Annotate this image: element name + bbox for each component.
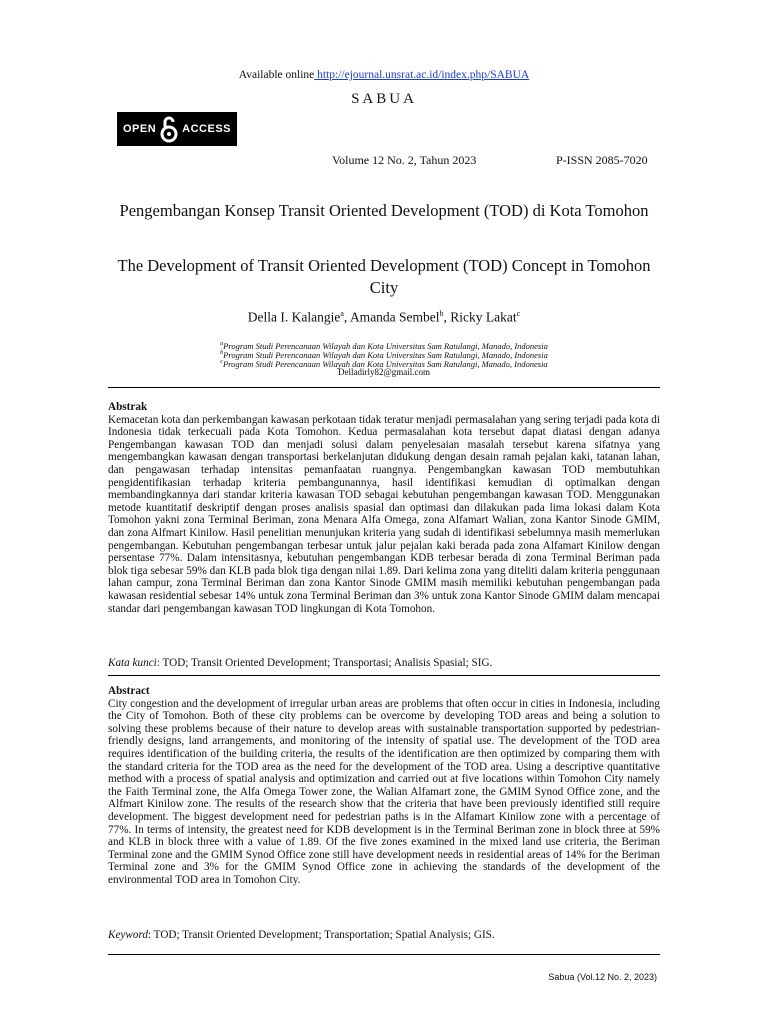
abstract-section	[108, 685, 660, 887]
abstrak-heading: Abstrak	[108, 401, 148, 413]
affiliation-text: Program Studi Perencanaan Wilayah dan Kota Universitas Sam Ratulangi, Manado, Indonesia	[222, 358, 548, 369]
author-sup: b	[439, 309, 444, 318]
available-online-label: Available online	[238, 69, 315, 81]
abstract-text: City congestion and the development of irregular urban areas are problems that often occur in cities in Indonesia, including the City of Tomohon. Both of these city problems can be overcome by developing TOD areas and being a solution to solving these problems because of their nature to develop areas with sustainable transportation supported by pedestrian-friendly designs, land arrangements, and monitoring of the intensity of spatial use. The development of the TOD area requires identification of the building criteria, the results of the identification are then optimized by comparing them with the standard criteria for the TOD area as the need for the development of the TOD area. Using a descriptive quantitative method with a process of spatial analysis and optimization and carried out at five locations within Tomohon City namely the Faith Terminal zone, the Alfa Omega Tower zone, the Walian Alfamart zone, the GMIM Synod Office zone, and the Alfmart Kinilow zone. The results of the research show that the criteria that have been previously identified still require development. The biggest development need for pedestrian paths is in the Alfamart Kinilow zone with a percentage of 77%. In terms of intensity, the greatest need for KDB development is in the Terminal Beriman zone in block three at 59% and KLB in block three with a value of 1.89. Of the five zones examined in the mixed land use criteria, the Beriman Terminal zone and the GMIM Synod Office zone still have development needs in residential areas of 14% for the Beriman Terminal zone and 3% for the GMIM Synod Office zone in achieving the standards of the development of the environmental TOD area in Tomohon City.	[108, 697, 660, 886]
title-indonesian: Pengembangan Konsep Transit Oriented Development (TOD) di Kota Tomohon	[119, 201, 649, 220]
abstrak-text: Kemacetan kota dan perkembangan kawasan perkotaan tidak teratur menjadi permasalahan yang sering terjadi pada kota di Indonesia tidak terkecuali pada Kota Tomohon. Kedua permasalahan kota tersebut dapat diatasi dengan adanya Pengembangan kawasan TOD dan menjadi solusi dalam penyelesaian masalah tersebut karena sifatnya yang mengembangkan kawasan dengan transportasi berkelanjutan didukung dengan desain ramah pejalan kaki, tatanan lahan, dan pengawasan terhadap intensitas pemanfaatan ruangnya. Pengembangkan kawasan TOD membutuhkan pengidentifikasian terhadap kriteria pembangunannya, hasil identifikasi kemudian di optimalkan dengan membandingkannya dari standar kriteria kawasan TOD sebagai kebutuhan pengembangan kawasan TOD. Menggunakan metode kuantitatif deskriptif dengan proses analisis spasial dan optimasi dan dilakukan pada lima lokasi dalam Kota Tomohon yakni zona Terminal Beriman, zona Menara Alfa Omega, zona Alfamart Walian, zona Kantor Sinode GMIM, dan zona Alfmart Kinilow. Hasil penelitian menunjukan kriteria yang sudah di identifikasi sebelumnya masih memerlukan pengembangan. Kebutuhan pengembangan terbesar untuk jalur pejalan kaki berada pada zona Alfamart Kinilow dengan persentase 77%. Dalam intensitasnya, kebutuhan pengembangan KDB terbesar berada di zona Terminal Beriman pada blok tiga sebesar 59% dan KLB pada blok tiga dengan nilai 1.89. Dari kelima zona yang diteliti dalam kriteria penggunaan lahan campur, zona Terminal Beriman dan zona Kantor Sinode GMIM masih memiliki kebutuhan pengembangan pada kawasan residential sebesar 14% untuk zona Terminal Beriman dan 3% untuk zona Kantor Sinode GMIM dalam mencapai standar dari pengembangan kawasan TOD lingkungan di Kota Tomohon.	[108, 413, 660, 615]
footer-citation: Sabua (Vol.12 No. 2, 2023)	[548, 972, 657, 982]
divider-middle	[108, 675, 660, 676]
author-name: Della I. Kalangie	[247, 309, 341, 325]
abstrak-section	[108, 401, 660, 615]
kata-kunci-text: : TOD; Transit Oriented Development; Transportasi; Analisis Spasial; SIG.	[156, 657, 493, 669]
affiliation-sup: c	[220, 359, 223, 365]
open-access-right-text: ACCESS	[182, 123, 232, 135]
affiliation-sup: a	[220, 341, 224, 347]
author-name: Ricky Lakat	[450, 309, 517, 325]
title-english: The Development of Transit Oriented Development (TOD) Concept in Tomohon City	[117, 256, 651, 297]
keyword-text: : TOD; Transit Oriented Development; Transportation; Spatial Analysis; GIS.	[147, 929, 495, 941]
open-access-left-text: OPEN	[122, 123, 157, 135]
keyword-line	[108, 929, 660, 942]
journal-url-link[interactable]: http://ejournal.unsrat.ac.id/index.php/SABUA	[314, 69, 530, 81]
author-sup: c	[516, 309, 521, 318]
divider-top	[108, 387, 660, 388]
kata-kunci-label: Kata kunci	[108, 657, 157, 669]
author-name: Amanda Sembel	[349, 309, 440, 325]
author-sup: a	[340, 309, 344, 318]
author-email: Delladirly82@gmail.com	[337, 367, 431, 377]
keyword-label: Keyword	[108, 929, 148, 941]
issn-info: P-ISSN 2085-7020	[556, 153, 648, 167]
journal-name: SABUA	[351, 91, 417, 107]
abstract-heading: Abstract	[108, 685, 150, 697]
open-lock-icon	[160, 115, 178, 143]
open-access-logo	[117, 112, 237, 146]
kata-kunci-line	[108, 657, 660, 670]
availability-line	[0, 69, 768, 81]
affiliation-sup: b	[220, 350, 224, 356]
affiliation-text: Program Studi Perencanaan Wilayah dan Kota Universitas Sam Ratulangi, Manado, Indonesia	[223, 349, 548, 360]
volume-info: Volume 12 No. 2, Tahun 2023	[332, 153, 477, 167]
author-list: Della I. Kalangie$^a$, Amanda Sembel$^b$, Ricky Lakat$^c$	[247, 309, 521, 325]
divider-bottom	[108, 954, 660, 955]
affiliation-text: Program Studi Perencanaan Wilayah dan Kota Universitas Sam Ratulangi, Manado, Indonesia	[223, 340, 548, 351]
